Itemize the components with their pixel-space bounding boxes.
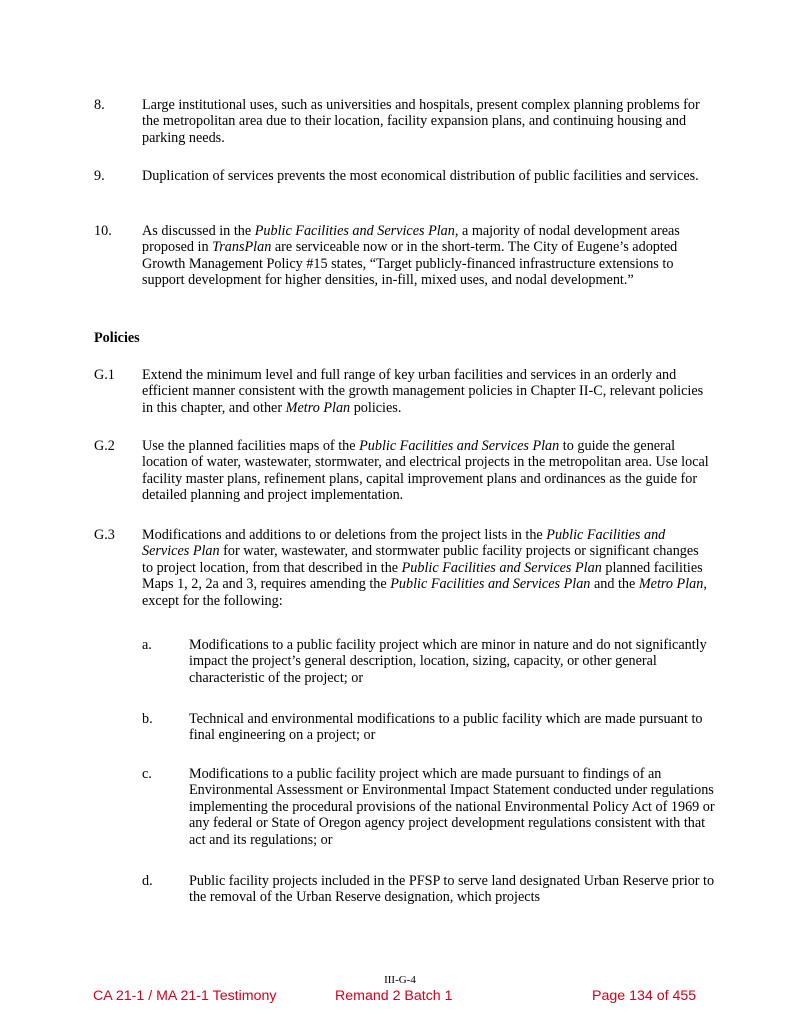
exception-text: Public facility projects included in the PFSP to serve land designated Urban Reserve prior to the removal of the Urban Reserve designation, which projects [189,873,715,906]
policy-text: Use the planned facilities maps of the Public Facilities and Services Plan to guide the general location of water, wastewater, stormwater, and electrical projects in the metropolitan area. Use local facility master plans, refinement plans, capital improvement plans and ordinances as the guide for detailed planning and project implementation. [142,438,709,504]
exception-text: Modifications to a public facility project which are minor in nature and do not significantly impact the project’s general description, location, sizing, capacity, or other general characteristic of the project; or [189,637,707,686]
exception-letter: b. [142,711,153,727]
plan-title: Public Facilities and Services Plan [254,223,455,239]
plan-title: TransPlan [212,239,272,256]
plan-title: Public Facilities and Services Plan [359,438,560,454]
policy-number: G.3 [94,527,115,543]
footer-document-label: CA 21-1 / MA 21-1 Testimony [93,988,277,1004]
policy-text: Modifications and additions to or deletions from the project lists in the Public Facilities and Services Plan for water, wastewater, and stormwater public facility projects or significant changes to project location, from that described in the Public Facilities and Services Plan planned facilities Maps 1, 2, 2a and 3, requires amending the Public Facilities and Services Plan and the Metro Plan, except for the following: [142,527,707,609]
footer-batch-label: Remand 2 Batch 1 [335,988,453,1004]
policies-heading: Policies [94,330,140,346]
finding-number: 9. [94,168,105,184]
finding-text: Large institutional uses, such as universities and hospitals, present complex planning problems for the metropolitan area due to their location, facility expansion plans, and continuing housing and parking needs. [142,97,700,146]
exception-text: Modifications to a public facility project which are made pursuant to findings of an Environmental Assessment or Environmental Impact Statement conducted under regulations implementing the procedural provisions of the national Environmental Policy Act of 1969 or any federal or State of Oregon agency project development regulations consistent with that act and its regulations; or [189,766,715,848]
policy-text: Extend the minimum level and full range of key urban facilities and services in an orderly and efficient manner consistent with the growth management policies in Chapter II-C, relevant policies in this chapter, and other Metro Plan policies. [142,367,704,416]
finding-number: 8. [94,97,105,113]
finding-text: Duplication of services prevents the most economical distribution of public facilities and services. [142,168,699,184]
exception-letter: d. [142,873,153,889]
exception-letter: a. [142,637,152,653]
finding-text: As discussed in the Public Facilities and Services Plan, a majority of nodal development areas proposed in TransPlan are serviceable now or in the short-term. The City of Eugene’s adopted Growth Management Policy #15 states, “Target publicly-financed infrastructure extensions to support development for higher densities, in-fill, mixed uses, and nodal development.” [142,223,680,289]
plan-title: Public Facilities and Services Plan [142,527,666,560]
plan-title: Metro Plan [285,399,351,416]
exception-text: Technical and environmental modifications to a public facility which are made pursuant to final engineering on a project; or [189,711,703,744]
plan-title: Public Facilities and Services Plan [401,559,602,576]
plan-title: Metro Plan [638,576,704,593]
policy-number: G.1 [94,367,115,383]
page-number: III-G-4 [384,974,416,986]
policy-number: G.2 [94,438,115,454]
plan-title: Public Facilities and Services Plan [390,576,591,593]
exception-letter: c. [142,766,152,782]
footer-page-count: Page 134 of 455 [592,988,697,1004]
finding-number: 10. [94,223,112,239]
